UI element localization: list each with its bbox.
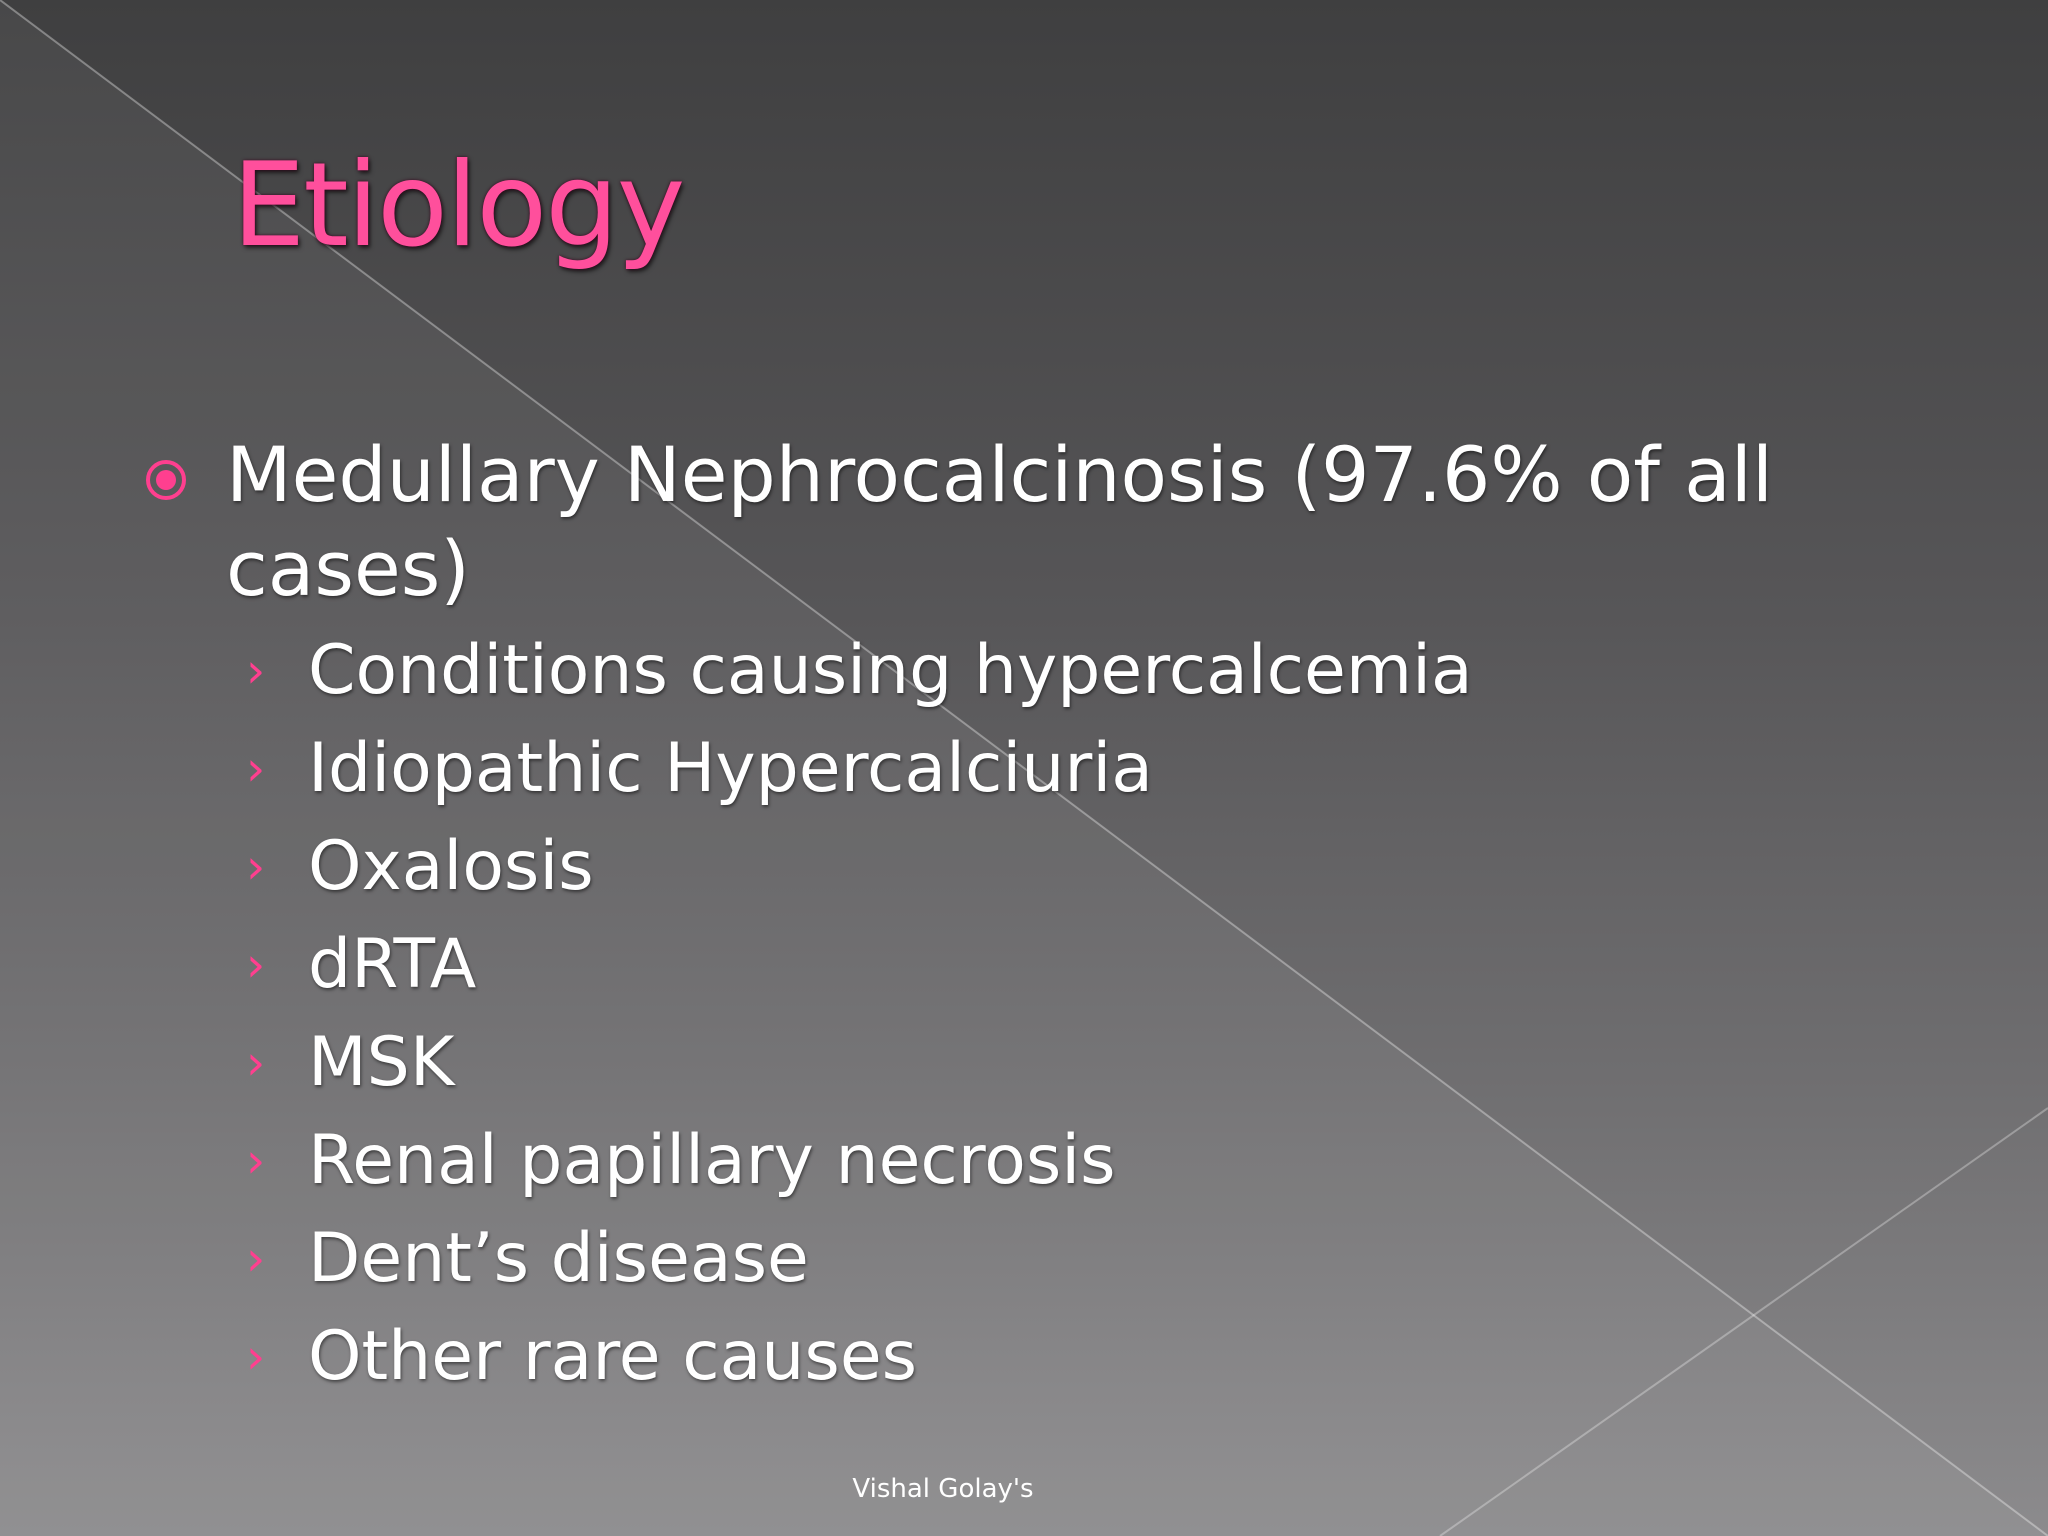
chevron-right-icon: › [246, 1231, 266, 1287]
list-item-label: Other rare causes [308, 1317, 918, 1396]
list-item [140, 720, 1940, 818]
list-item-label: Oxalosis [308, 827, 594, 906]
list-item-label: MSK [308, 1023, 455, 1102]
list-item [140, 1210, 1940, 1308]
chevron-right-icon: › [246, 1035, 266, 1091]
list-item-label: Idiopathic Hypercalciuria [308, 729, 1153, 808]
list-item-label: dRTA [308, 925, 477, 1004]
main-bullet [140, 428, 2016, 616]
slide-footer: Vishal Golay's [852, 1474, 1034, 1504]
list-item [140, 1014, 1940, 1112]
list-item [140, 916, 1940, 1014]
target-bullet-icon [144, 458, 188, 502]
slide-title: Etiology [232, 138, 684, 273]
chevron-right-icon: › [246, 741, 266, 797]
list-item-label: Renal papillary necrosis [308, 1121, 1116, 1200]
bullet-content [140, 428, 1940, 1406]
chevron-right-icon: › [246, 1329, 266, 1385]
list-item [140, 818, 1940, 916]
list-item [140, 1308, 1940, 1406]
sub-bullet-list [140, 622, 1940, 1406]
chevron-right-icon: › [246, 937, 266, 993]
list-item [140, 1112, 1940, 1210]
chevron-right-icon: › [246, 1133, 266, 1189]
list-item-label: Conditions causing hypercalcemia [308, 631, 1473, 710]
list-item-label: Dent’s disease [308, 1219, 809, 1298]
list-item [140, 622, 1940, 720]
chevron-right-icon: › [246, 643, 266, 699]
main-bullet-text: Medullary Nephrocalcinosis (97.6% of all cases) [226, 430, 1773, 613]
chevron-right-icon: › [246, 839, 266, 895]
